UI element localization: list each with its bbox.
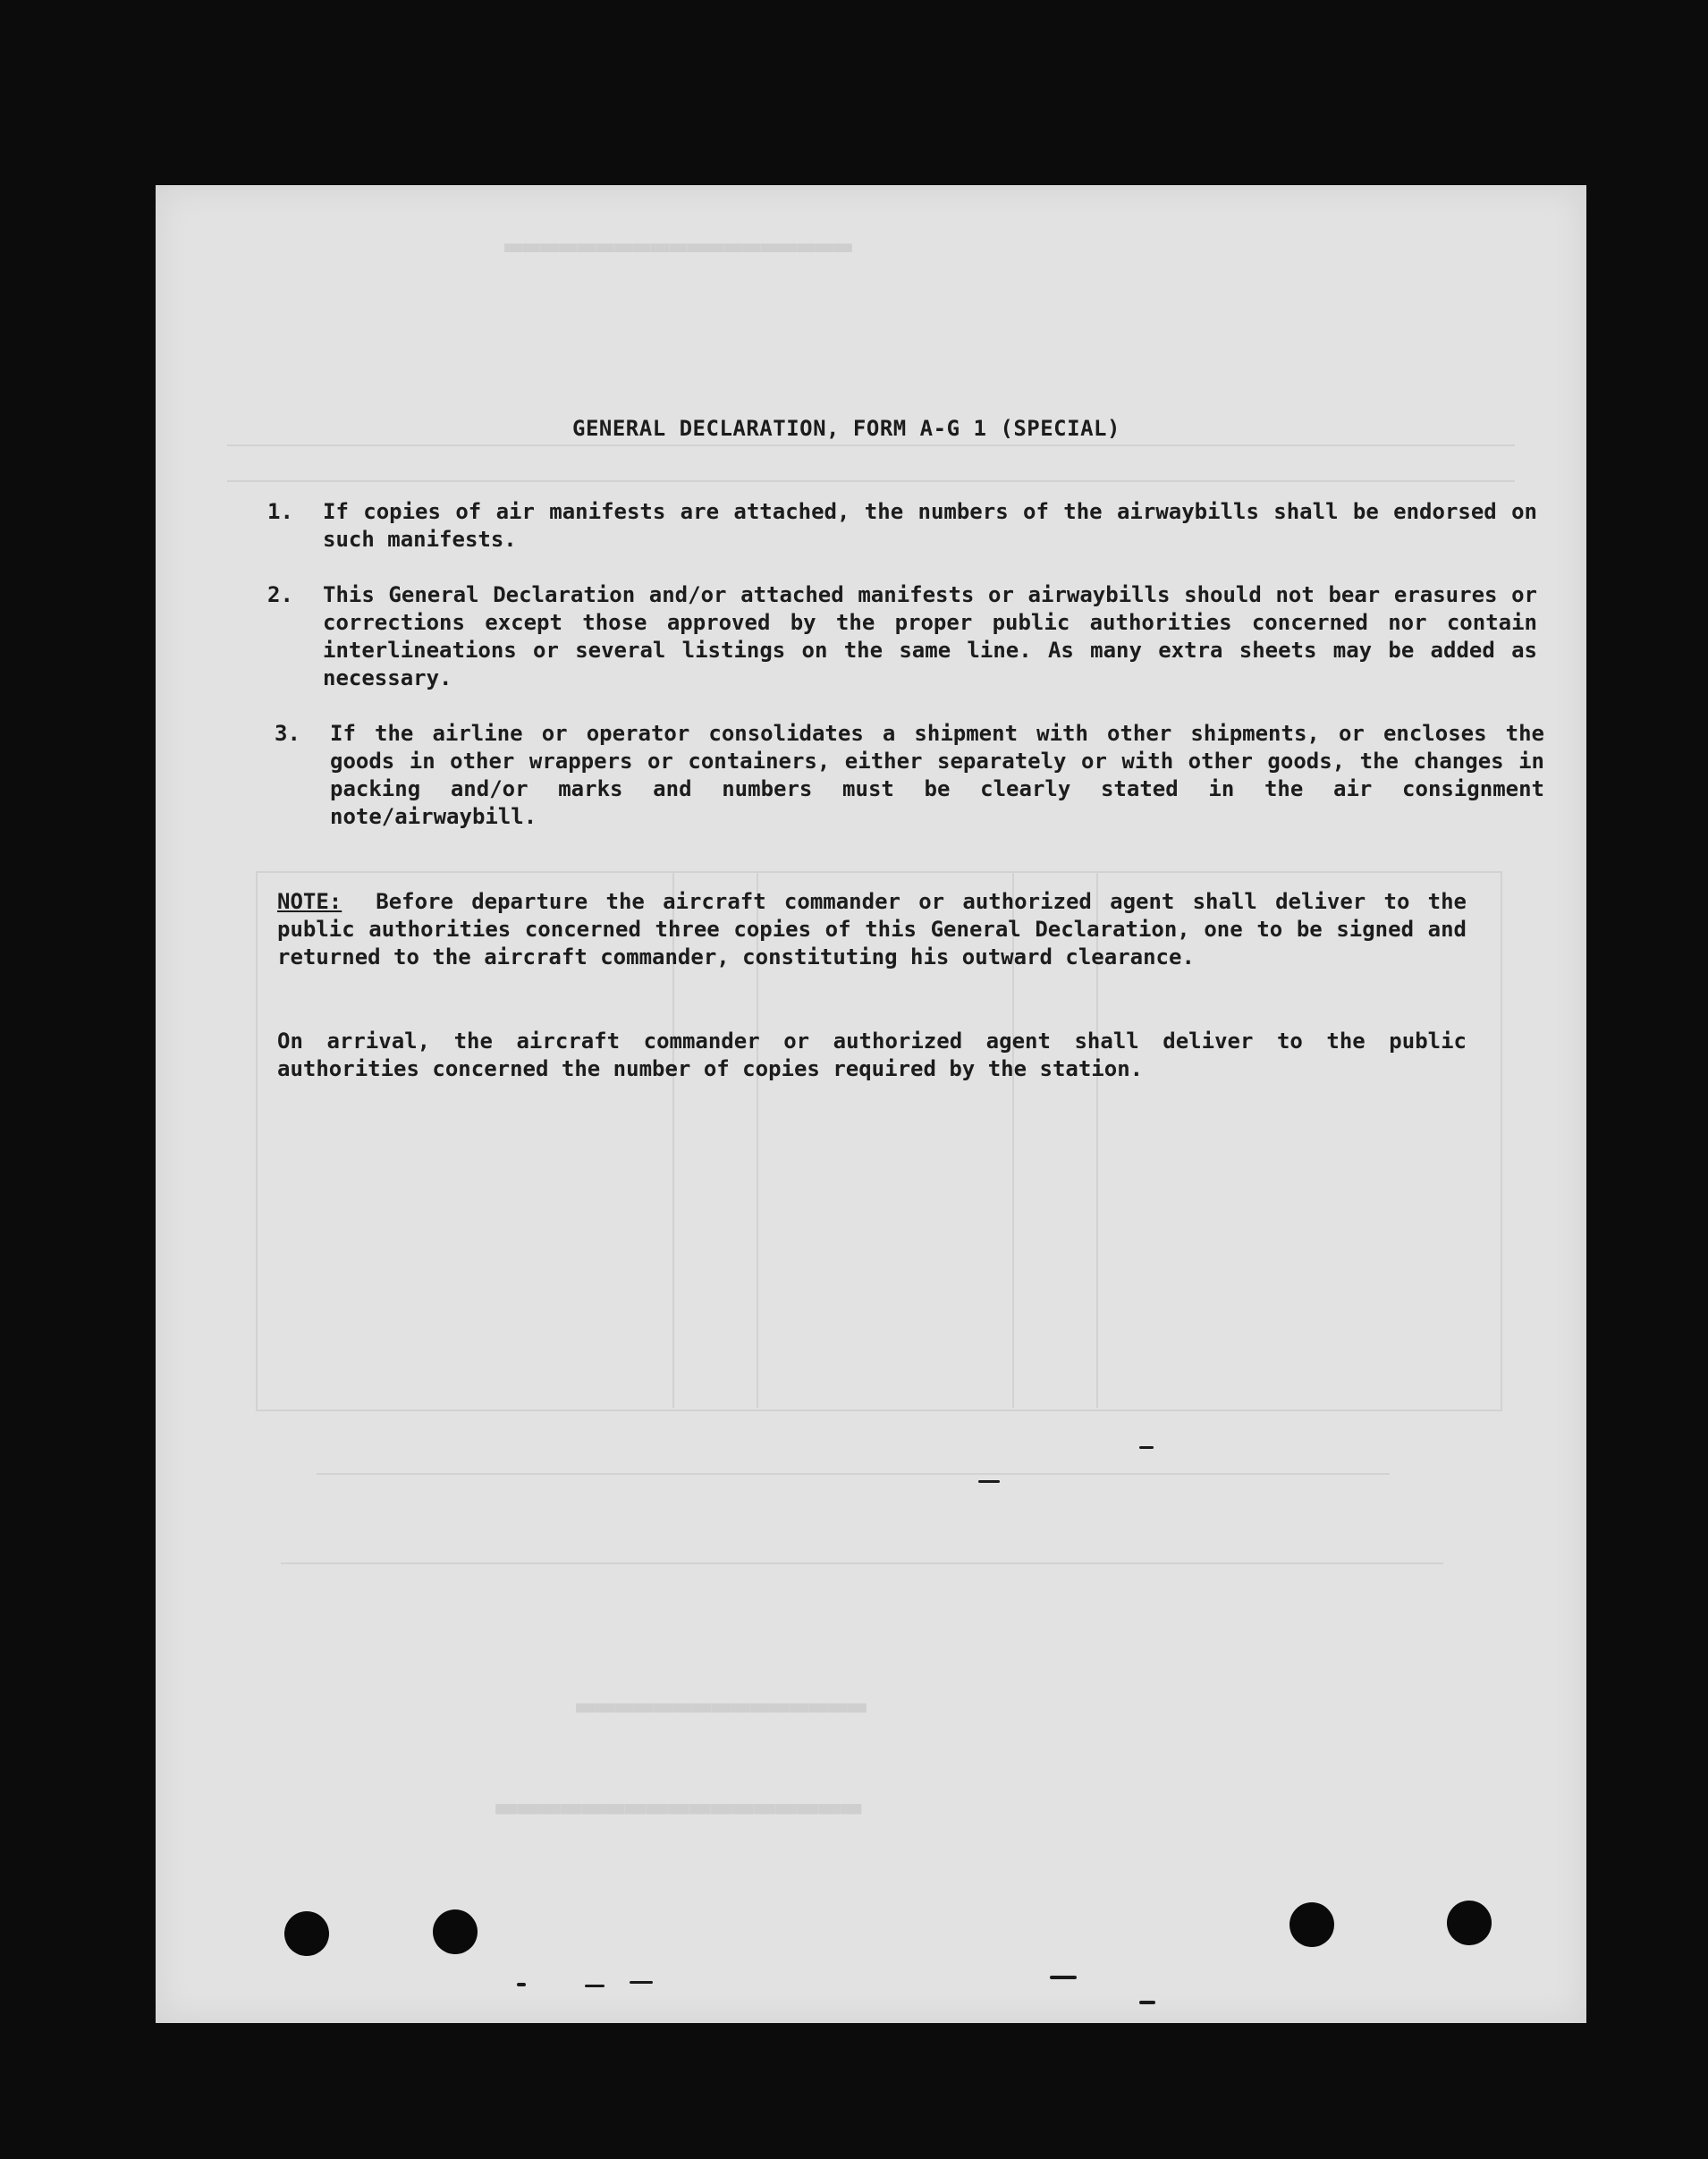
scan-speck: [630, 1981, 653, 1984]
punch-hole: [433, 1909, 478, 1954]
scan-speck: [978, 1480, 1000, 1483]
scan-speck: [585, 1985, 605, 1987]
scan-speck: [517, 1983, 526, 1986]
bleed-through-rule: [281, 1562, 1443, 1564]
scan-speck: [1139, 2001, 1155, 2004]
document-sheet: [156, 185, 1586, 2023]
item-text: If the airline or operator consolidates a shipment with other shipments, or encloses the goods in other wrappers or containers, either separately or with other goods, the changes in packing and/or marks and numbers must be clearly stated in the air consignment note/airwaybill.: [330, 721, 1544, 829]
bleed-through-rule: [227, 480, 1515, 482]
bleed-through-text: ▬▬▬▬▬▬▬▬▬▬▬▬▬▬▬▬▬: [495, 1786, 862, 1827]
instruction-item-2: [267, 581, 1537, 692]
instruction-item-1: [267, 498, 1537, 554]
note-paragraph: [277, 888, 1467, 971]
item-text: This General Declaration and/or attached manifests or airwaybills should not bear erasures or corrections except those approved by the proper public authorities concerned nor contain interlineations or several listings on the same line. As many extra sheets may be added as necessary.: [323, 582, 1537, 690]
note-label: NOTE:: [277, 889, 342, 914]
document-title: GENERAL DECLARATION, FORM A-G 1 (SPECIAL): [572, 416, 1120, 441]
scan-speck: [1139, 1446, 1154, 1449]
item-number: 2.: [267, 582, 293, 607]
item-number: 3.: [275, 721, 300, 746]
bleed-through-text: ▬▬▬▬▬▬▬▬▬▬▬▬▬▬▬▬▬▬▬: [504, 228, 852, 264]
punch-hole: [1289, 1902, 1334, 1947]
scan-speck: [1050, 1976, 1077, 1979]
bleed-through-text: ▬▬▬▬▬▬▬▬▬▬▬▬▬▬▬: [576, 1688, 867, 1724]
arrival-paragraph: On arrival, the aircraft commander or authorized agent shall deliver to the public authorities concerned the number of copies required by the station.: [277, 1029, 1467, 1081]
note-text: Before departure the aircraft commander or authorized agent shall deliver to the public authorities concerned three copies of this General Declaration, one to be signed and returned to the aircraft commander, constituting his outward clearance.: [277, 889, 1467, 969]
instruction-item-3: [275, 720, 1544, 831]
bleed-through-rule: [227, 444, 1515, 446]
bleed-through-rule: [317, 1473, 1390, 1475]
punch-hole: [1447, 1901, 1492, 1945]
item-text: If copies of air manifests are attached, the numbers of the airwaybills shall be endorsed on such manifests.: [323, 499, 1537, 552]
punch-hole: [284, 1911, 329, 1956]
item-number: 1.: [267, 499, 293, 524]
